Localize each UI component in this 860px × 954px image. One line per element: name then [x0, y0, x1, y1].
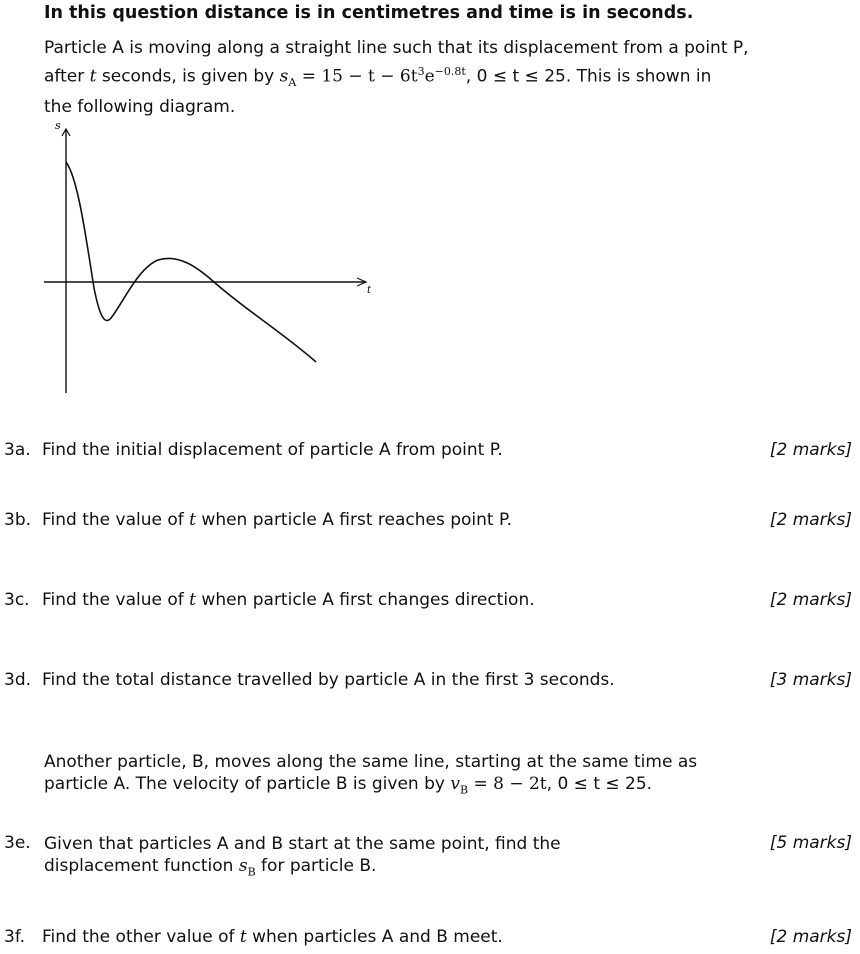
- x-axis-label: t: [367, 285, 372, 296]
- question-3f: 3f. Find the other value of t when particles A and B meet.: [4, 927, 503, 947]
- question-3a: 3a. Find the initial displacement of particle A from point P.: [4, 440, 503, 460]
- question-3e: Given that particles A and B start at the same point, find the displacement function $s_B$ for particle B.: [44, 834, 561, 879]
- y-axis-label: s: [55, 119, 61, 132]
- marks-3e: [5 marks]: [769, 833, 852, 853]
- question-3e-number: 3e.: [4, 833, 31, 853]
- question-3c: 3c. Find the value of t when particle A first changes direction.: [4, 590, 535, 610]
- intro-line-2: after t seconds, is given by $s_A = 15 - t - 6t^3e^{-0.8t}$, 0 ≤ t ≤ 25. This is shown in: [44, 65, 712, 90]
- question-header: In this question distance is in centimetres and time is in seconds.: [44, 3, 694, 23]
- displacement-diagram: [38, 118, 378, 398]
- marks-3f: [2 marks]: [769, 927, 852, 947]
- question-3d: 3d. Find the total distance travelled by particle A in the first 3 seconds.: [4, 670, 615, 690]
- marks-3a: [2 marks]: [769, 440, 852, 460]
- marks-3d: [3 marks]: [769, 670, 852, 690]
- intro-line-1: Particle A is moving along a straight line such that its displacement from a point P,: [44, 38, 749, 58]
- marks-3c: [2 marks]: [769, 590, 852, 610]
- particle-b-paragraph: Another particle, B, moves along the same line, starting at the same time as particle A. The velocity of particle B is given by $v_B = 8 - 2t$, 0 ≤ t ≤ 25.: [44, 752, 698, 797]
- intro-paragraph: [44, 36, 854, 119]
- displacement-curve: [66, 162, 316, 362]
- intro-line-3: the following diagram.: [44, 97, 236, 118]
- question-3b: 3b. Find the value of t when particle A first reaches point P.: [4, 510, 513, 530]
- displacement-formula: s: [279, 66, 289, 87]
- marks-3b: [2 marks]: [769, 510, 852, 530]
